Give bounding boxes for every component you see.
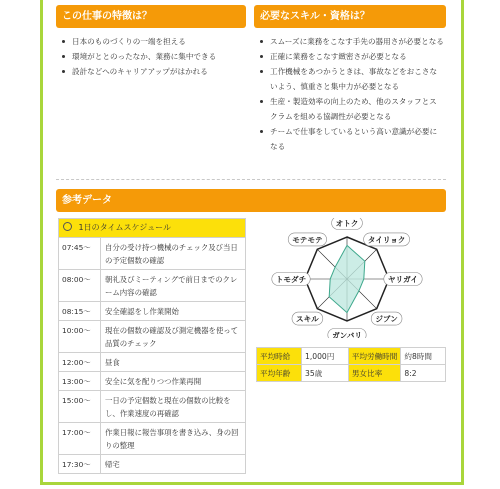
schedule-desc: 帰宅: [105, 460, 120, 469]
radar-axis-label: ガンバリ: [332, 331, 362, 338]
schedule-row: [59, 270, 245, 302]
schedule-desc: 自分の受け持つ機械のチェック及び当日の予定個数の確認: [105, 243, 238, 265]
reference-header: [56, 189, 446, 212]
schedule-title: 1日のタイムスケジュール: [78, 223, 171, 232]
avg-salary-label: 平均時給: [257, 348, 302, 365]
schedule-time: 17:30〜: [59, 455, 101, 473]
schedule-time: 12:00〜: [59, 353, 101, 371]
schedule-desc: 安全に気を配りつつ作業再開: [105, 377, 202, 386]
radar-axis-label: ヤリガイ: [387, 275, 419, 284]
schedule-time: 13:00〜: [59, 372, 101, 390]
reference-title: 参考データ: [62, 195, 112, 206]
feature-item: 日本のものづくりの一端を担える: [60, 34, 246, 49]
radar-chart: [252, 218, 442, 338]
features-header: [56, 5, 246, 28]
schedule-desc: 作業日報に報告事項を書き込み、身の回りの整理: [105, 428, 239, 450]
skills-title: 必要なスキル・資格は？: [260, 11, 370, 22]
skill-item: チームで仕事をしているという高い意識が必要になる: [258, 124, 444, 154]
avg-age-value: 35歳: [302, 365, 349, 382]
schedule-desc: 昼食: [105, 358, 120, 367]
schedule-header: [59, 219, 245, 238]
schedule-row: [59, 321, 245, 353]
schedule-row: [59, 423, 245, 455]
features-list: [60, 34, 246, 79]
skill-item: 正確に業務をこなす緻密さが必要となる: [258, 49, 444, 64]
schedule-row: [59, 391, 245, 423]
schedule-time: 15:00〜: [59, 391, 101, 422]
avg-salary-value: 1,000円: [302, 348, 349, 365]
section-divider: [56, 179, 446, 180]
schedule-time: 07:45〜: [59, 238, 101, 269]
skills-list: [258, 34, 444, 154]
features-title: この仕事の特徴は？: [62, 11, 152, 22]
schedule-time: 08:15〜: [59, 302, 101, 320]
schedule-desc: 朝礼及びミーティングで前日までのクレーム内容の確認: [105, 275, 238, 297]
radar-axis-label: トモダチ: [275, 275, 307, 284]
skill-item: 生産・製造効率の向上のため、他のスタッフとスクラムを組める協調性が必要となる: [258, 94, 444, 124]
gender-ratio-value: 8:2: [401, 365, 446, 382]
feature-item: 環境がととのったなか、業務に集中できる: [60, 49, 246, 64]
skill-item: スムーズに業務をこなす手先の器用さが必要となる: [258, 34, 444, 49]
schedule-row: [59, 302, 245, 321]
schedule-desc: 安全確認をし作業開始: [105, 307, 179, 316]
schedule-table: [58, 218, 246, 474]
skills-header: [254, 5, 446, 28]
radar-axis-label: ジブン: [375, 314, 398, 324]
schedule-desc: 現在の個数の確認及び測定機器を使って品質のチェック: [105, 326, 239, 348]
schedule-time: 08:00〜: [59, 270, 101, 301]
feature-item: 設計などへのキャリアアップがはかれる: [60, 64, 246, 79]
schedule-row: [59, 455, 245, 473]
schedule-row: [59, 353, 245, 372]
radar-axis-label: モテモテ: [292, 235, 323, 245]
stats-table: [256, 347, 446, 382]
radar-axis-label: スキル: [296, 314, 319, 324]
schedule-rows: [59, 238, 245, 473]
gender-ratio-label: 男女比率: [348, 365, 401, 382]
avg-hours-value: 約8時間: [401, 348, 446, 365]
schedule-time: 17:00〜: [59, 423, 101, 454]
schedule-row: [59, 238, 245, 270]
radar-axis-label: タイリョク: [367, 235, 406, 245]
clock-icon: [63, 222, 72, 231]
avg-hours-label: 平均労働時間: [348, 348, 401, 365]
schedule-desc: 一日の予定個数と現在の個数の比較をし、作業速度の再確認: [105, 396, 231, 418]
radar-svg: [252, 218, 442, 338]
skill-item: 工作機械をあつかうときは、事故などをおこさないよう、慎重さと集中力が必要となる: [258, 64, 444, 94]
avg-age-label: 平均年齢: [257, 365, 302, 382]
radar-axis-label: オトク: [335, 219, 359, 228]
schedule-row: [59, 372, 245, 391]
schedule-time: 10:00〜: [59, 321, 101, 352]
